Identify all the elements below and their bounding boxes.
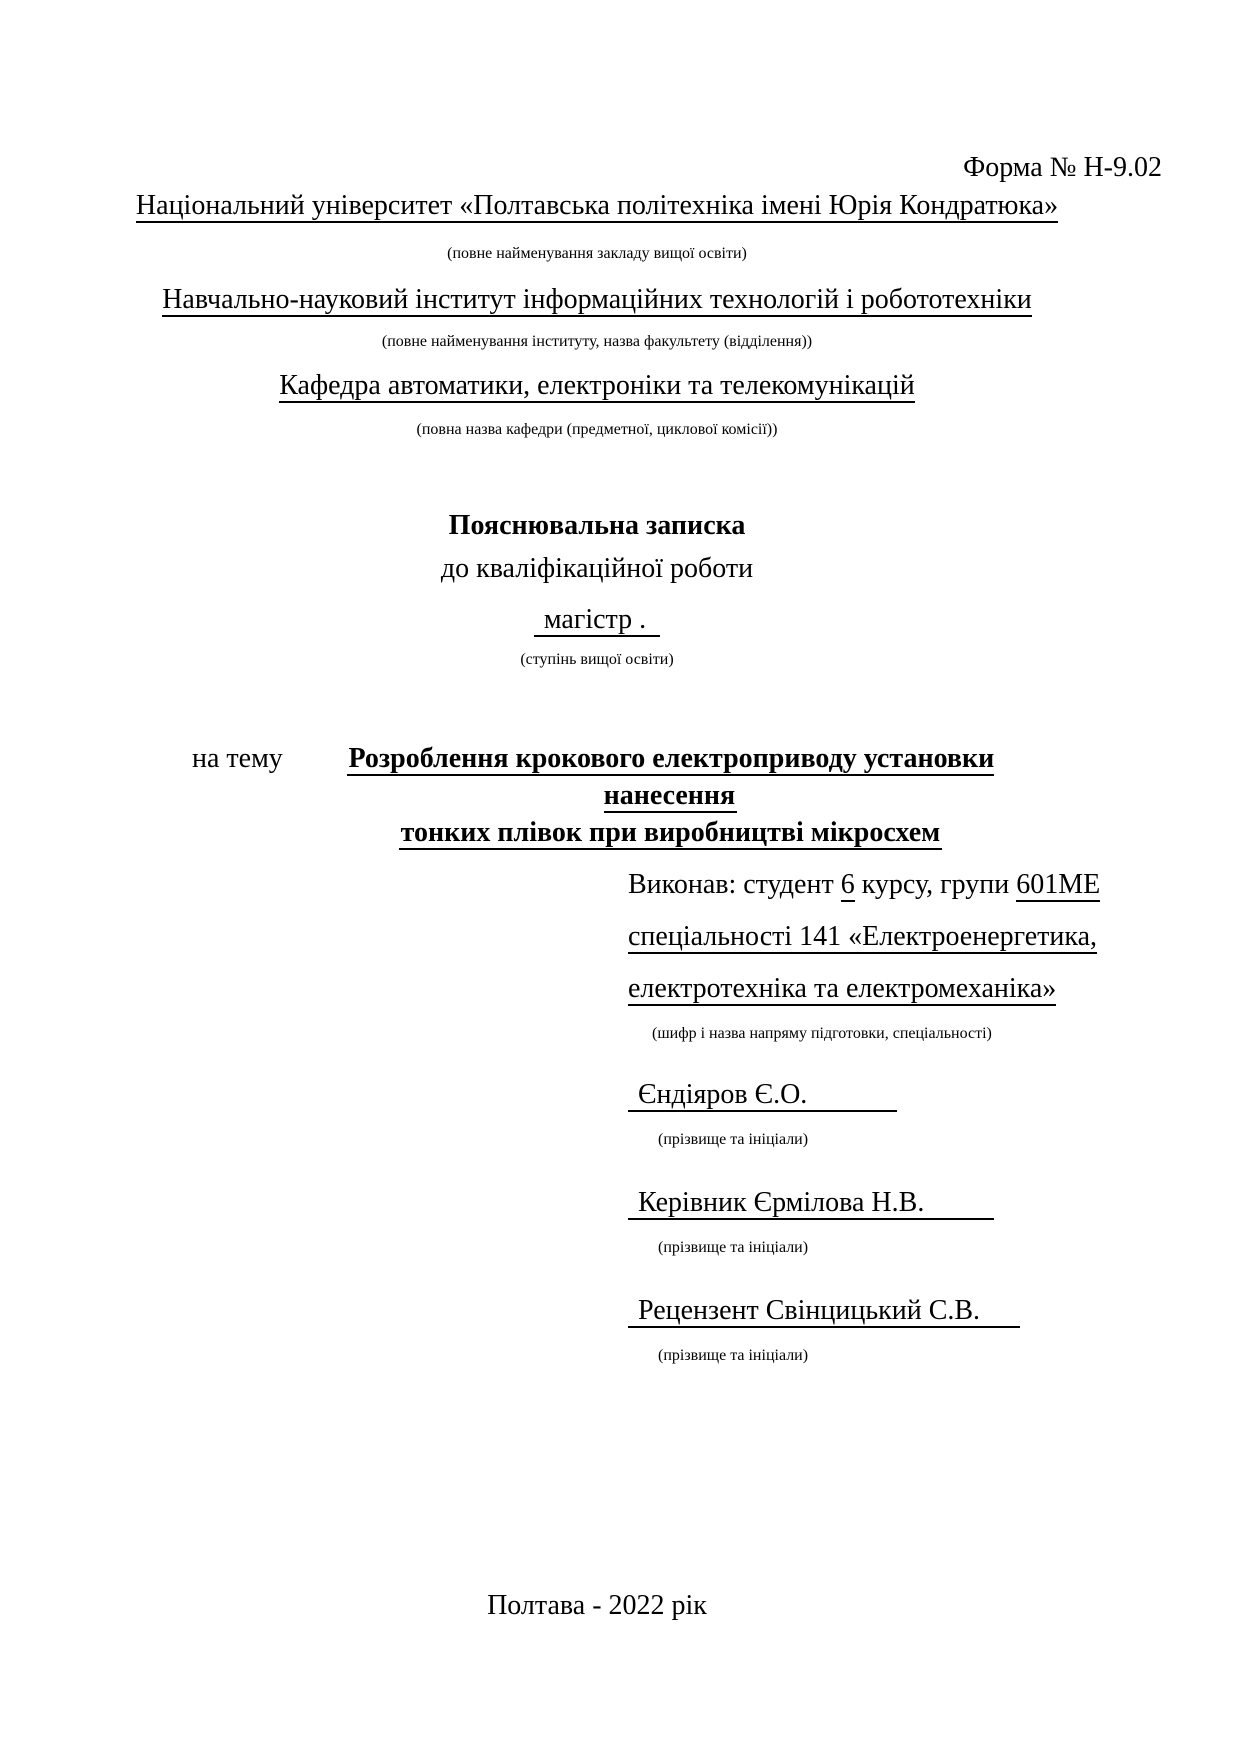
degree-value: магістр . [534, 604, 660, 637]
theme-title-line1: Розроблення крокового електроприводу установки нанесення [348, 743, 995, 811]
theme-row [192, 740, 1032, 851]
reviewer-caption: (прізвище та ініціали) [658, 1347, 809, 1364]
department-caption: (повна назва кафедри (предметної, циклової комісії)) [416, 421, 778, 438]
note-subtitle: до кваліфікаційної роботи [440, 553, 754, 584]
degree-caption: (ступінь вищої освіти) [520, 651, 674, 668]
institute-caption: (повне найменування інституту, назва факультету (відділення)) [381, 333, 813, 350]
student-name: Єндіяров Є.О. [628, 1079, 897, 1112]
executor-line1-prefix: Виконав: студент [628, 869, 841, 900]
executor-line1-mid: курсу, групи [854, 869, 1017, 900]
institute-name: Навчально-науковий інститут інформаційних технологій і робототехніки [162, 284, 1032, 315]
student-signature-line [628, 1078, 1088, 1112]
group-code: 601МЕ [1016, 869, 1101, 900]
institute-name-line [0, 284, 1194, 316]
executor-line1 [628, 868, 1101, 902]
speciality-caption: (шифр і назва напряму підготовки, спеціальності) [652, 1025, 992, 1042]
form-number: Форма № Н-9.02 [963, 152, 1162, 183]
speciality-line1: спеціальності 141 «Електроенергетика, [628, 921, 1098, 952]
reviewer-name: Рецензент Свінцицький С.В. [628, 1295, 1020, 1328]
supervisor-signature-line [628, 1186, 1088, 1220]
speciality-line1-wrap [628, 920, 1098, 954]
theme-title-line2: тонких плівок при виробництві мікросхем [400, 817, 941, 848]
degree-line [0, 604, 1194, 636]
note-title: Пояснювальна записка [448, 510, 746, 541]
reviewer-signature-line [628, 1294, 1088, 1328]
supervisor-name: Керівник Єрмілова Н.В. [628, 1187, 994, 1220]
speciality-line2: електротехніка та електромеханіка» [628, 973, 1057, 1004]
theme-label: на тему [192, 743, 283, 774]
university-name: Національний університет «Полтавська політехніка імені Юрія Кондратюка» [135, 190, 1059, 221]
executor-block [628, 868, 1101, 1402]
department-name: Кафедра автоматики, електроніки та телекомунікацій [279, 370, 915, 401]
supervisor-caption: (прізвище та ініціали) [658, 1239, 809, 1256]
university-name-line [0, 190, 1194, 222]
speciality-line2-wrap [628, 972, 1088, 1006]
department-name-line [0, 370, 1194, 402]
course-number: 6 [840, 869, 855, 900]
student-caption: (прізвище та ініціали) [658, 1131, 809, 1148]
theme-title [309, 740, 1032, 851]
city-year: Полтава - 2022 рік [487, 1590, 707, 1621]
university-caption: (повне найменування закладу вищої освіти) [447, 245, 747, 262]
